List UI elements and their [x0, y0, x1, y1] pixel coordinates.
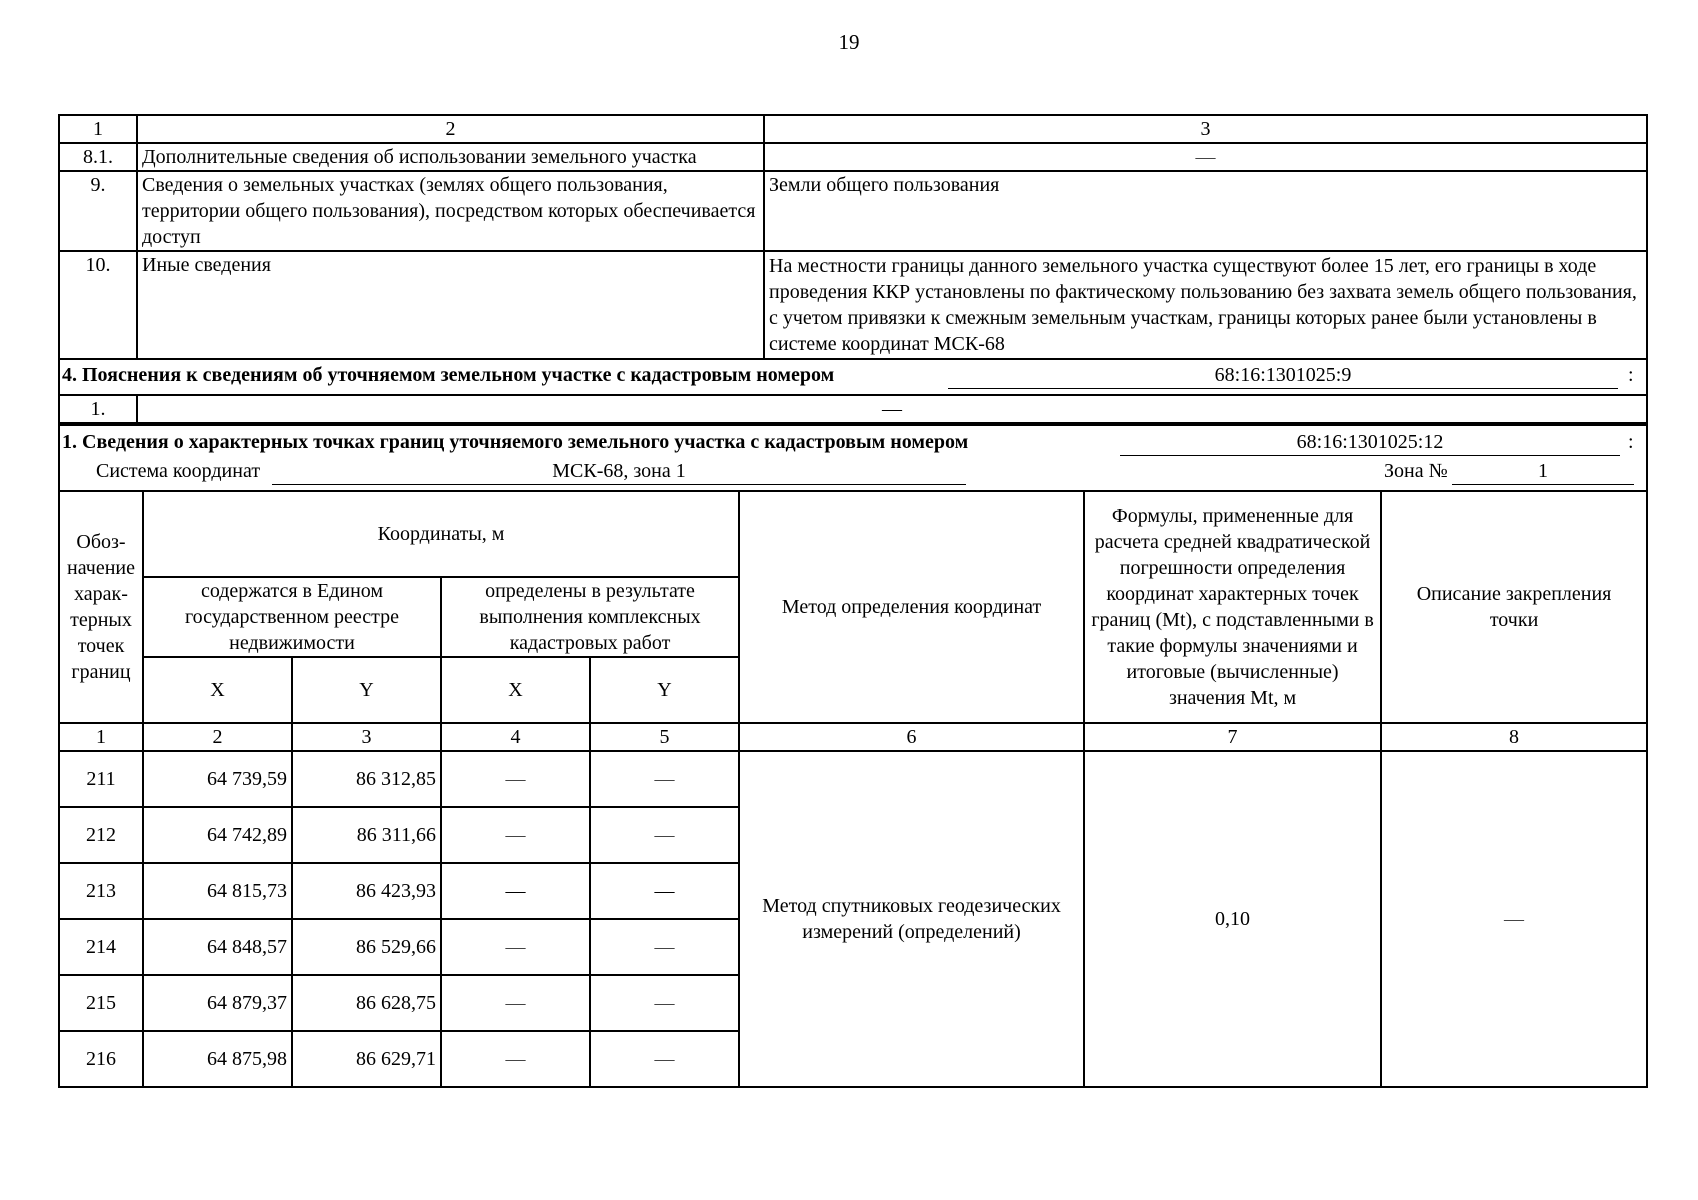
section4-title-row: [59, 359, 1647, 395]
column-number: 8: [1381, 723, 1647, 751]
mt-value: 0,10: [1084, 751, 1381, 1087]
header-y: Y: [292, 657, 441, 723]
point-id: 216: [59, 1031, 143, 1087]
section4-item-row: [59, 395, 1647, 424]
section1-title: 1. Сведения о характерных точках границ уточняемого земельного участка с кадастровым номером: [62, 431, 969, 453]
document-body: [58, 114, 1646, 1088]
section4-title: 4. Пояснения к сведениям об уточняемом земельном участке с кадастровым номером: [62, 364, 835, 386]
point-y: 86 312,85: [292, 751, 441, 807]
upper-row: [59, 171, 1647, 251]
section1-title-row: [59, 424, 1647, 491]
row-number: 8.1.: [59, 143, 137, 171]
row-value: —: [764, 143, 1647, 171]
page-number: 19: [838, 30, 860, 54]
point-y-kkr: —: [590, 1031, 739, 1087]
header-coordinates: Координаты, м: [143, 491, 739, 577]
table-row: [59, 751, 1647, 807]
row-value: Земли общего пользования: [764, 171, 1647, 251]
row-value: На местности границы данного земельного участка существуют более 15 лет, его границы в ходе проведения ККР установлены по фактическому пользованию без захвата земель общего пользования, с учетом привязки к смежным земельным участкам, границы которых ранее были установлены в системе координат МСК-68: [764, 251, 1647, 359]
row-number: 10.: [59, 251, 137, 359]
column-number: 3: [292, 723, 441, 751]
point-x-kkr: —: [441, 919, 590, 975]
zone-label: Зона №: [1384, 460, 1448, 482]
point-y-kkr: —: [590, 751, 739, 807]
point-x: 64 848,57: [143, 919, 292, 975]
column-number: 1: [59, 723, 143, 751]
coord-system-label: Система координат: [96, 460, 261, 482]
header-egrn: содержатся в Едином государственном реестре недвижимости: [143, 577, 441, 657]
point-y-kkr: —: [590, 807, 739, 863]
coord-system-value: МСК-68, зона 1: [272, 458, 966, 485]
point-id: 214: [59, 919, 143, 975]
column-number: 2: [143, 723, 292, 751]
point-x: 64 879,37: [143, 975, 292, 1031]
point-x: 64 815,73: [143, 863, 292, 919]
point-y-kkr: —: [590, 975, 739, 1031]
point-x: 64 739,59: [143, 751, 292, 807]
point-x-kkr: —: [441, 975, 590, 1031]
header-x: X: [143, 657, 292, 723]
section4-colon: :: [1628, 364, 1634, 386]
point-x: 64 742,89: [143, 807, 292, 863]
point-x-kkr: —: [441, 751, 590, 807]
column-number: 6: [739, 723, 1084, 751]
point-x: 64 875,98: [143, 1031, 292, 1087]
zone-value: 1: [1452, 458, 1634, 485]
point-y-kkr: —: [590, 919, 739, 975]
column-numbers-row: [59, 723, 1647, 751]
section4-cadastral-number: 68:16:1301025:9: [948, 362, 1618, 389]
header-kkr: определены в результате выполнения комплексных кадастровых работ: [441, 577, 739, 657]
upper-table: [58, 114, 1648, 492]
points-table: [58, 490, 1648, 1088]
header-designation: Обоз- начение харак- терных точек границ: [59, 491, 143, 723]
row-number: 9.: [59, 171, 137, 251]
column-number: 7: [1084, 723, 1381, 751]
point-id: 215: [59, 975, 143, 1031]
row-label: Иные сведения: [137, 251, 764, 359]
row-label: Сведения о земельных участках (землях общего пользования, территории общего пользования), посредством которых обеспечивается доступ: [137, 171, 764, 251]
upper-header-cell: 1: [59, 115, 137, 143]
header-formulas: Формулы, примененные для расчета средней квадратической погрешности определения координат характерных точек границ (Mt), с подставленными в такие формулы значениями и итоговые (вычисленные) значения Mt, м: [1084, 491, 1381, 723]
point-y-kkr: —: [590, 863, 739, 919]
upper-header-cell: 3: [764, 115, 1647, 143]
section4-item-value: —: [137, 395, 1647, 424]
row-label: Дополнительные сведения об использовании земельного участка: [137, 143, 764, 171]
point-id: 212: [59, 807, 143, 863]
method-value: Метод спутниковых геодезических измерений (определений): [739, 751, 1084, 1087]
section1-colon: :: [1628, 431, 1634, 453]
point-id: 211: [59, 751, 143, 807]
header-x: X: [441, 657, 590, 723]
upper-row: [59, 251, 1647, 359]
point-y: 86 628,75: [292, 975, 441, 1031]
header-method: Метод определения координат: [739, 491, 1084, 723]
section4-item-number: 1.: [59, 395, 137, 424]
point-y: 86 423,93: [292, 863, 441, 919]
header-description: Описание закрепления точки: [1381, 491, 1647, 723]
description-value: —: [1381, 751, 1647, 1087]
point-x-kkr: —: [441, 1031, 590, 1087]
point-x-kkr: —: [441, 863, 590, 919]
header-y: Y: [590, 657, 739, 723]
upper-header-cell: 2: [137, 115, 764, 143]
point-y: 86 529,66: [292, 919, 441, 975]
column-number: 5: [590, 723, 739, 751]
upper-header-row: [59, 115, 1647, 143]
point-x-kkr: —: [441, 807, 590, 863]
column-number: 4: [441, 723, 590, 751]
point-id: 213: [59, 863, 143, 919]
point-y: 86 629,71: [292, 1031, 441, 1087]
point-y: 86 311,66: [292, 807, 441, 863]
section1-cadastral-number: 68:16:1301025:12: [1120, 429, 1620, 456]
upper-row: [59, 143, 1647, 171]
